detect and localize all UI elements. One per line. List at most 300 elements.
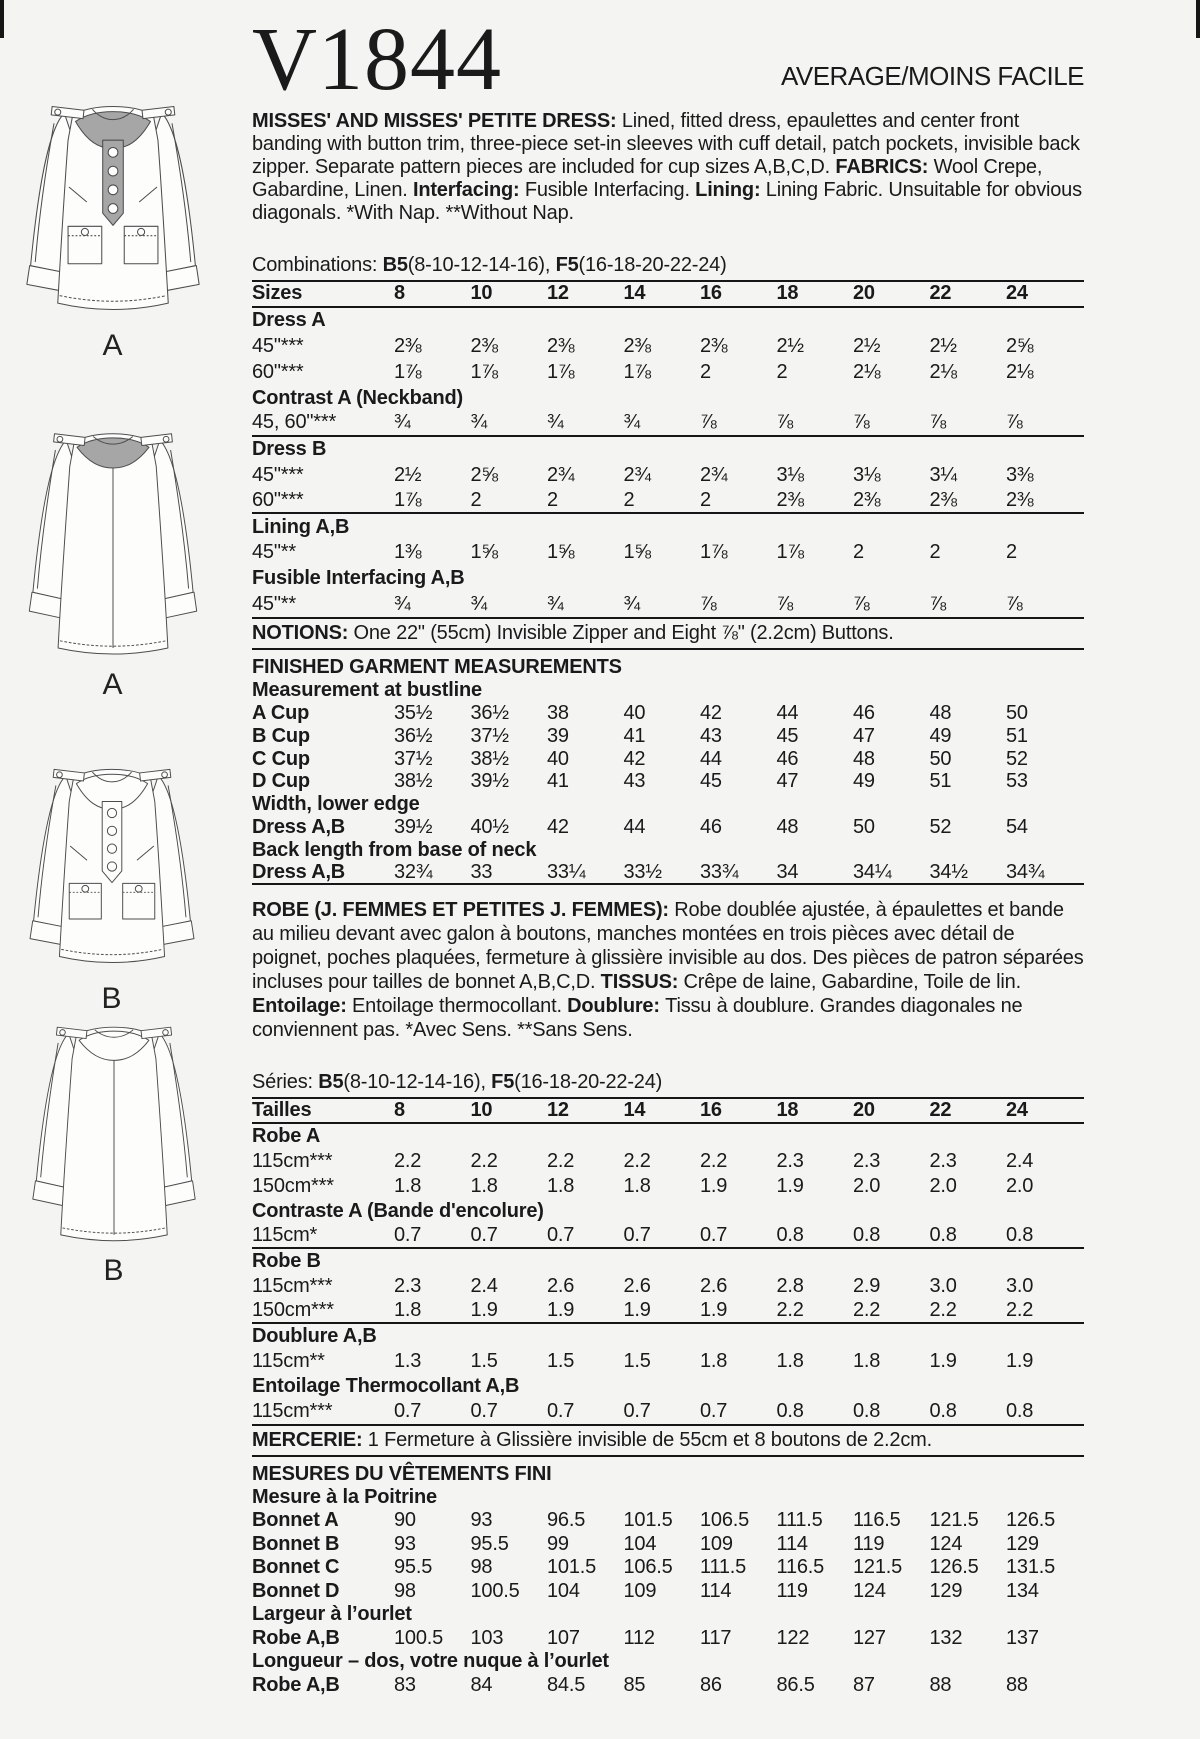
- value-cell: 1.8: [547, 1174, 575, 1197]
- value-cell: 1.9: [776, 1174, 804, 1197]
- combinations-line: [252, 254, 1084, 282]
- value-cell: 2: [929, 541, 941, 564]
- value-cell: 2.0: [853, 1174, 881, 1197]
- value-cell: 85: [623, 1673, 646, 1696]
- table-row: [252, 437, 1084, 463]
- text-segment: Interfacing:: [412, 179, 525, 201]
- value-cell: 1.3: [394, 1349, 422, 1372]
- value-cell: 0.7: [547, 1399, 575, 1422]
- text-segment: Entoilage thermocollant.: [352, 994, 568, 1017]
- value-cell: 33½: [623, 860, 662, 883]
- value-cell: 106.5: [623, 1556, 673, 1579]
- value-cell: 2⅜: [623, 334, 651, 357]
- value-cell: 1.9: [470, 1298, 498, 1321]
- row-label: Dress A,B: [252, 860, 346, 883]
- row-label: Bonnet A: [252, 1509, 339, 1532]
- value-cell: 0.8: [776, 1399, 804, 1422]
- text-segment: NOTIONS:: [252, 622, 354, 645]
- table-row: [252, 1509, 1084, 1533]
- main-content: [252, 12, 1084, 1697]
- value-cell: ¾: [394, 592, 411, 615]
- value-cell: 103: [470, 1626, 504, 1649]
- value-cell: 0.8: [929, 1223, 957, 1246]
- value-cell: 2: [853, 541, 864, 564]
- text-segment: B5: [382, 254, 408, 276]
- table-row: [252, 1603, 1084, 1627]
- text-segment: Lining:: [695, 179, 766, 201]
- value-cell: 1⅞: [470, 360, 498, 383]
- table-row: [252, 1149, 1084, 1174]
- value-cell: 2.2: [853, 1298, 881, 1321]
- section-label: Fusible Interfacing A,B: [252, 567, 465, 590]
- text-segment: Lined, fitted dress, epaulettes and center front banding with button trim, three-piece set-in sleeves with cuff detail, patch pockets, invisible back zipper. Separate pattern pieces are included for cup sizes A,B,C,D.: [252, 110, 1080, 178]
- value-cell: 33¼: [547, 860, 586, 883]
- value-cell: 50: [1006, 702, 1028, 725]
- page-header: [252, 10, 1084, 109]
- section-label: Lining A,B: [252, 515, 350, 538]
- finished-measurements-table-english: [252, 679, 1084, 884]
- value-cell: 2.2: [470, 1149, 498, 1172]
- value-cell: ⅞: [929, 592, 946, 615]
- value-cell: 37½: [394, 747, 433, 770]
- value-cell: 42: [700, 702, 722, 725]
- value-cell: 40: [623, 702, 646, 725]
- value-cell: 39: [547, 724, 569, 747]
- table-row: [252, 385, 1084, 411]
- value-cell: 0.7: [700, 1399, 728, 1422]
- value-cell: 46: [776, 747, 799, 770]
- table-row: [252, 1274, 1084, 1299]
- view-label: B: [101, 981, 123, 1015]
- value-cell: 43: [700, 724, 722, 747]
- size-column-header: 20: [853, 1098, 875, 1121]
- value-cell: 48: [929, 702, 952, 725]
- value-cell: 53: [1006, 770, 1028, 793]
- value-cell: 46: [853, 702, 875, 725]
- row-label: 45, 60"***: [252, 411, 337, 434]
- value-cell: 51: [929, 770, 952, 793]
- value-cell: 111.5: [776, 1509, 823, 1532]
- table-row: [252, 540, 1084, 566]
- text-segment: MERCERIE:: [252, 1428, 368, 1451]
- size-column-header: 14: [623, 282, 646, 305]
- value-cell: 32¾: [394, 860, 433, 883]
- text-segment: Crêpe de laine, Gabardine, Toile de lin.: [683, 970, 1021, 993]
- value-cell: 1.9: [547, 1298, 575, 1321]
- size-column-header: 10: [470, 1098, 493, 1121]
- value-cell: 86.5: [776, 1673, 815, 1696]
- section-label: Dress A: [252, 309, 326, 332]
- value-cell: 2: [700, 360, 711, 383]
- value-cell: 1.9: [700, 1298, 728, 1321]
- size-column-header: 18: [776, 1098, 799, 1121]
- table-header-row: [252, 282, 1084, 308]
- value-cell: 124: [853, 1579, 886, 1602]
- value-cell: 100.5: [470, 1579, 520, 1602]
- size-column-header: 8: [394, 282, 405, 305]
- text-segment: (16-18-20-22-24): [578, 254, 727, 276]
- value-cell: 96.5: [547, 1509, 586, 1532]
- value-cell: ⅞: [853, 411, 870, 434]
- finished-measurements-title: FINISHED GARMENT MEASUREMENTS: [252, 656, 622, 679]
- section-label: Robe B: [252, 1249, 321, 1272]
- value-cell: 127: [853, 1626, 886, 1649]
- value-cell: 47: [853, 724, 875, 747]
- table-row: [252, 1556, 1084, 1580]
- value-cell: 0.8: [853, 1399, 881, 1422]
- table-header-label: Sizes: [252, 282, 303, 305]
- value-cell: 109: [700, 1532, 733, 1555]
- value-cell: ¾: [547, 411, 564, 434]
- table-row: [252, 725, 1084, 748]
- value-cell: 84.5: [547, 1673, 586, 1696]
- section-label: Dress B: [252, 438, 327, 461]
- row-label: Bonnet C: [252, 1556, 340, 1579]
- value-cell: 2.3: [853, 1149, 881, 1172]
- value-cell: 2½: [853, 334, 881, 357]
- value-cell: 2.6: [700, 1274, 728, 1297]
- value-cell: 51: [1006, 724, 1028, 747]
- value-cell: 2⅜: [929, 488, 957, 511]
- value-cell: 0.7: [470, 1223, 498, 1246]
- value-cell: ¾: [394, 411, 411, 434]
- value-cell: 2: [700, 488, 711, 511]
- value-cell: ¾: [470, 592, 487, 615]
- value-cell: 2.2: [623, 1149, 651, 1172]
- table-row: [252, 1324, 1084, 1349]
- value-cell: 1.8: [394, 1298, 422, 1321]
- size-column-header: 24: [1006, 282, 1028, 305]
- value-cell: 44: [776, 702, 799, 725]
- value-cell: 0.7: [394, 1399, 422, 1422]
- section-label: Longueur – dos, votre nuque à l’ourlet: [252, 1650, 609, 1673]
- value-cell: 1⅞: [776, 541, 804, 564]
- value-cell: 34: [776, 860, 799, 883]
- text-segment: One 22" (55cm) Invisible Zipper and Eight ⅞" (2.2cm) Buttons.: [353, 622, 894, 645]
- size-column-header: 16: [700, 282, 722, 305]
- value-cell: 2⅜: [700, 334, 728, 357]
- value-cell: 1⅞: [547, 360, 575, 383]
- row-label: 45"**: [252, 541, 296, 564]
- text-segment: F5: [491, 1070, 515, 1093]
- value-cell: 2¾: [700, 463, 728, 486]
- value-cell: 50: [853, 816, 875, 839]
- english-description: [252, 110, 1084, 225]
- text-segment: B5: [318, 1070, 344, 1093]
- value-cell: 2: [623, 488, 635, 511]
- value-cell: 38: [547, 702, 569, 725]
- value-cell: 2½: [929, 334, 957, 357]
- value-cell: 119: [776, 1579, 808, 1602]
- value-cell: 87: [853, 1673, 875, 1696]
- size-column-header: 12: [547, 282, 569, 305]
- table-row: [252, 1399, 1084, 1424]
- value-cell: 38½: [394, 770, 433, 793]
- series-line: [252, 1071, 1084, 1099]
- value-cell: 2⅜: [776, 488, 804, 511]
- value-cell: 2½: [394, 463, 422, 486]
- value-cell: 2.6: [547, 1274, 575, 1297]
- value-cell: 114: [700, 1579, 732, 1602]
- value-cell: ⅞: [929, 411, 946, 434]
- value-cell: 2.2: [547, 1149, 575, 1172]
- value-cell: 34¼: [853, 860, 892, 883]
- value-cell: 0.7: [623, 1223, 651, 1246]
- row-label: 150cm***: [252, 1298, 334, 1321]
- value-cell: 129: [929, 1579, 963, 1602]
- value-cell: 116.5: [853, 1509, 901, 1532]
- row-label: Robe A,B: [252, 1673, 340, 1696]
- value-cell: 84: [470, 1673, 493, 1696]
- text-segment: F5: [555, 254, 579, 276]
- table-row: [252, 748, 1084, 771]
- section-label: Width, lower edge: [252, 793, 420, 816]
- table-row: [252, 1299, 1084, 1324]
- text-segment: Entoilage:: [252, 994, 353, 1017]
- table-row: [252, 1533, 1084, 1557]
- value-cell: ⅞: [776, 411, 793, 434]
- value-cell: 2.2: [776, 1298, 804, 1321]
- table-row: [252, 334, 1084, 360]
- text-segment: Wool Crepe, Gabardine, Linen.: [252, 156, 1043, 201]
- value-cell: 2.9: [853, 1274, 881, 1297]
- value-cell: 100.5: [394, 1626, 444, 1649]
- row-label: Bonnet B: [252, 1532, 340, 1555]
- section-label: Back length from base of neck: [252, 838, 537, 861]
- text-segment: Doublure:: [567, 994, 666, 1017]
- value-cell: 1.9: [1006, 1349, 1034, 1372]
- row-label: 115cm*: [252, 1223, 318, 1246]
- section-label: Mesure à la Poitrine: [252, 1485, 437, 1508]
- value-cell: 2⅛: [1006, 360, 1034, 383]
- value-cell: 37½: [470, 724, 509, 747]
- row-label: B Cup: [252, 724, 310, 747]
- value-cell: 2.2: [929, 1298, 957, 1321]
- value-cell: 49: [853, 770, 875, 793]
- value-cell: 2⅜: [547, 334, 575, 357]
- text-segment: MISSES' AND MISSES' PETITE DRESS:: [252, 110, 622, 132]
- text-segment: Séries:: [252, 1070, 319, 1093]
- value-cell: 3.0: [929, 1274, 957, 1297]
- mesures-title: MESURES DU VÊTEMENTS FINI: [252, 1462, 552, 1485]
- table-row: [252, 1674, 1084, 1698]
- value-cell: 41: [623, 724, 646, 747]
- value-cell: 1.5: [623, 1349, 651, 1372]
- row-label: D Cup: [252, 770, 310, 793]
- dress-b-front-illustration: [14, 748, 210, 1016]
- table-row: [252, 1224, 1084, 1249]
- value-cell: 98: [394, 1579, 416, 1602]
- value-cell: 2.2: [700, 1149, 728, 1172]
- view-label: B: [103, 1254, 125, 1288]
- value-cell: 88: [929, 1673, 952, 1696]
- value-cell: 1.8: [853, 1349, 881, 1372]
- value-cell: 95.5: [394, 1556, 433, 1579]
- value-cell: 0.7: [470, 1399, 498, 1422]
- text-segment: Fusible Interfacing.: [524, 179, 696, 201]
- value-cell: 36½: [394, 724, 433, 747]
- value-cell: 36½: [470, 702, 509, 725]
- text-segment: Robe doublée ajustée, à épaulettes et bande au milieu devant avec galon à boutons, manches montées en trois pièces avec détail de poignet, poches plaquées, fermeture à glissière invisible au dos. Des pièces de patron séparées incluses pour tailles de bonnet A,B,C,D.: [252, 898, 1084, 993]
- value-cell: ¾: [547, 592, 564, 615]
- value-cell: 111.5: [700, 1556, 747, 1579]
- value-cell: 3.0: [1006, 1274, 1034, 1297]
- value-cell: 34¾: [1006, 860, 1045, 883]
- row-label: 45"**: [252, 592, 296, 615]
- value-cell: 0.8: [929, 1399, 957, 1422]
- value-cell: 106.5: [700, 1509, 750, 1532]
- text-segment: (8-10-12-14-16),: [407, 254, 556, 276]
- size-column-header: 22: [929, 1098, 952, 1121]
- value-cell: 1⅝: [623, 541, 651, 564]
- value-cell: 137: [1006, 1626, 1039, 1649]
- value-cell: ⅞: [1006, 411, 1023, 434]
- value-cell: 117: [700, 1626, 732, 1649]
- table-row: [252, 1249, 1084, 1274]
- dress-a-front-illustration: [10, 84, 216, 363]
- value-cell: 2½: [776, 334, 804, 357]
- value-cell: ¾: [623, 411, 640, 434]
- size-column-header: 20: [853, 282, 875, 305]
- value-cell: 1.8: [394, 1174, 422, 1197]
- value-cell: 83: [394, 1673, 416, 1696]
- value-cell: 2.4: [470, 1274, 498, 1297]
- table-row: [252, 816, 1084, 839]
- value-cell: 1⅝: [547, 541, 575, 564]
- value-cell: 98: [470, 1556, 493, 1579]
- table-row: [252, 411, 1084, 437]
- size-column-header: 18: [776, 282, 799, 305]
- value-cell: 0.7: [394, 1223, 422, 1246]
- value-cell: 33: [470, 860, 493, 883]
- value-cell: 1.9: [623, 1298, 651, 1321]
- value-cell: 48: [776, 816, 799, 839]
- value-cell: 44: [623, 816, 646, 839]
- value-cell: 1⅞: [623, 360, 651, 383]
- value-cell: 126.5: [929, 1556, 979, 1579]
- dress-back-line-art: [18, 1008, 210, 1252]
- text-segment: ROBE (J. FEMMES ET PETITES J. FEMMES):: [252, 898, 675, 921]
- table-row: [252, 1124, 1084, 1149]
- text-segment: (8-10-12-14-16),: [343, 1070, 492, 1093]
- value-cell: 2⅝: [470, 463, 498, 486]
- value-cell: 1.8: [470, 1174, 498, 1197]
- value-cell: ¾: [623, 592, 640, 615]
- dress-front-line-art: [14, 748, 210, 980]
- value-cell: 39½: [470, 770, 509, 793]
- row-label: 115cm***: [252, 1149, 333, 1172]
- size-column-header: 16: [700, 1098, 722, 1121]
- value-cell: 35½: [394, 702, 433, 725]
- row-label: Robe A,B: [252, 1626, 340, 1649]
- text-segment: (16-18-20-22-24): [514, 1070, 663, 1093]
- value-cell: 42: [547, 816, 569, 839]
- text-segment: FABRICS:: [835, 156, 934, 178]
- value-cell: 0.8: [1006, 1399, 1034, 1422]
- value-cell: 2.8: [776, 1274, 804, 1297]
- row-label: 60"***: [252, 360, 304, 383]
- value-cell: 2¾: [547, 463, 575, 486]
- view-label: A: [102, 329, 124, 363]
- value-cell: 1.8: [700, 1349, 728, 1372]
- value-cell: 2.3: [394, 1274, 422, 1297]
- value-cell: 2⅝: [1006, 334, 1034, 357]
- value-cell: ⅞: [700, 592, 717, 615]
- value-cell: 121.5: [853, 1556, 903, 1579]
- value-cell: 39½: [394, 816, 433, 839]
- pattern-number: V1844: [252, 10, 502, 109]
- table-row: [252, 1374, 1084, 1399]
- table-row: [252, 702, 1084, 725]
- text-segment: Tissu à doublure. Grandes diagonales ne conviennent pas. *Avec Sens. **Sans Sens.: [252, 994, 1023, 1041]
- table-row: [252, 793, 1084, 816]
- size-column-header: 8: [394, 1098, 405, 1121]
- value-cell: 2.2: [394, 1149, 422, 1172]
- value-cell: 109: [623, 1579, 657, 1602]
- size-column-header: 10: [470, 282, 493, 305]
- value-cell: 107: [547, 1626, 580, 1649]
- value-cell: 54: [1006, 816, 1028, 839]
- value-cell: 50: [929, 747, 952, 770]
- value-cell: 2⅛: [853, 360, 881, 383]
- table-row: [252, 1199, 1084, 1224]
- value-cell: 46: [700, 816, 722, 839]
- value-cell: 134: [1006, 1579, 1039, 1602]
- dress-a-back-illustration: [14, 414, 212, 702]
- table-row: [252, 514, 1084, 540]
- value-cell: 2⅜: [1006, 488, 1034, 511]
- notions-line: [252, 617, 1084, 650]
- value-cell: 1⅞: [700, 541, 728, 564]
- value-cell: 0.7: [623, 1399, 651, 1422]
- text-segment: TISSUS:: [600, 970, 684, 993]
- value-cell: 2⅜: [394, 334, 422, 357]
- value-cell: 112: [623, 1626, 655, 1649]
- value-cell: 3⅛: [776, 463, 804, 486]
- value-cell: 48: [853, 747, 875, 770]
- table-row: [252, 1627, 1084, 1651]
- value-cell: 45: [776, 724, 799, 747]
- value-cell: 2: [776, 360, 788, 383]
- value-cell: 2⅜: [853, 488, 881, 511]
- value-cell: 2.6: [623, 1274, 651, 1297]
- table-row: [252, 359, 1084, 385]
- value-cell: 129: [1006, 1532, 1039, 1555]
- value-cell: 2: [547, 488, 558, 511]
- value-cell: 124: [929, 1532, 963, 1555]
- garment-illustrations: [0, 0, 250, 1739]
- value-cell: 2.2: [1006, 1298, 1034, 1321]
- value-cell: 42: [623, 747, 646, 770]
- section-label: Measurement at bustline: [252, 679, 482, 702]
- value-cell: 88: [1006, 1673, 1028, 1696]
- row-label: 45"***: [252, 334, 304, 357]
- section-label: Entoilage Thermocollant A,B: [252, 1374, 520, 1397]
- value-cell: 2.4: [1006, 1149, 1034, 1172]
- value-cell: 1.8: [623, 1174, 651, 1197]
- value-cell: 114: [776, 1532, 808, 1555]
- table-row: [252, 1486, 1084, 1510]
- section-label: Largeur à l’ourlet: [252, 1603, 412, 1626]
- row-label: 115cm***: [252, 1274, 333, 1297]
- size-column-header: 12: [547, 1098, 569, 1121]
- value-cell: 52: [929, 816, 952, 839]
- table-row: [252, 679, 1084, 702]
- yardage-table-english: [252, 282, 1084, 617]
- table-row: [252, 592, 1084, 618]
- row-label: A Cup: [252, 702, 310, 725]
- value-cell: 93: [394, 1532, 416, 1555]
